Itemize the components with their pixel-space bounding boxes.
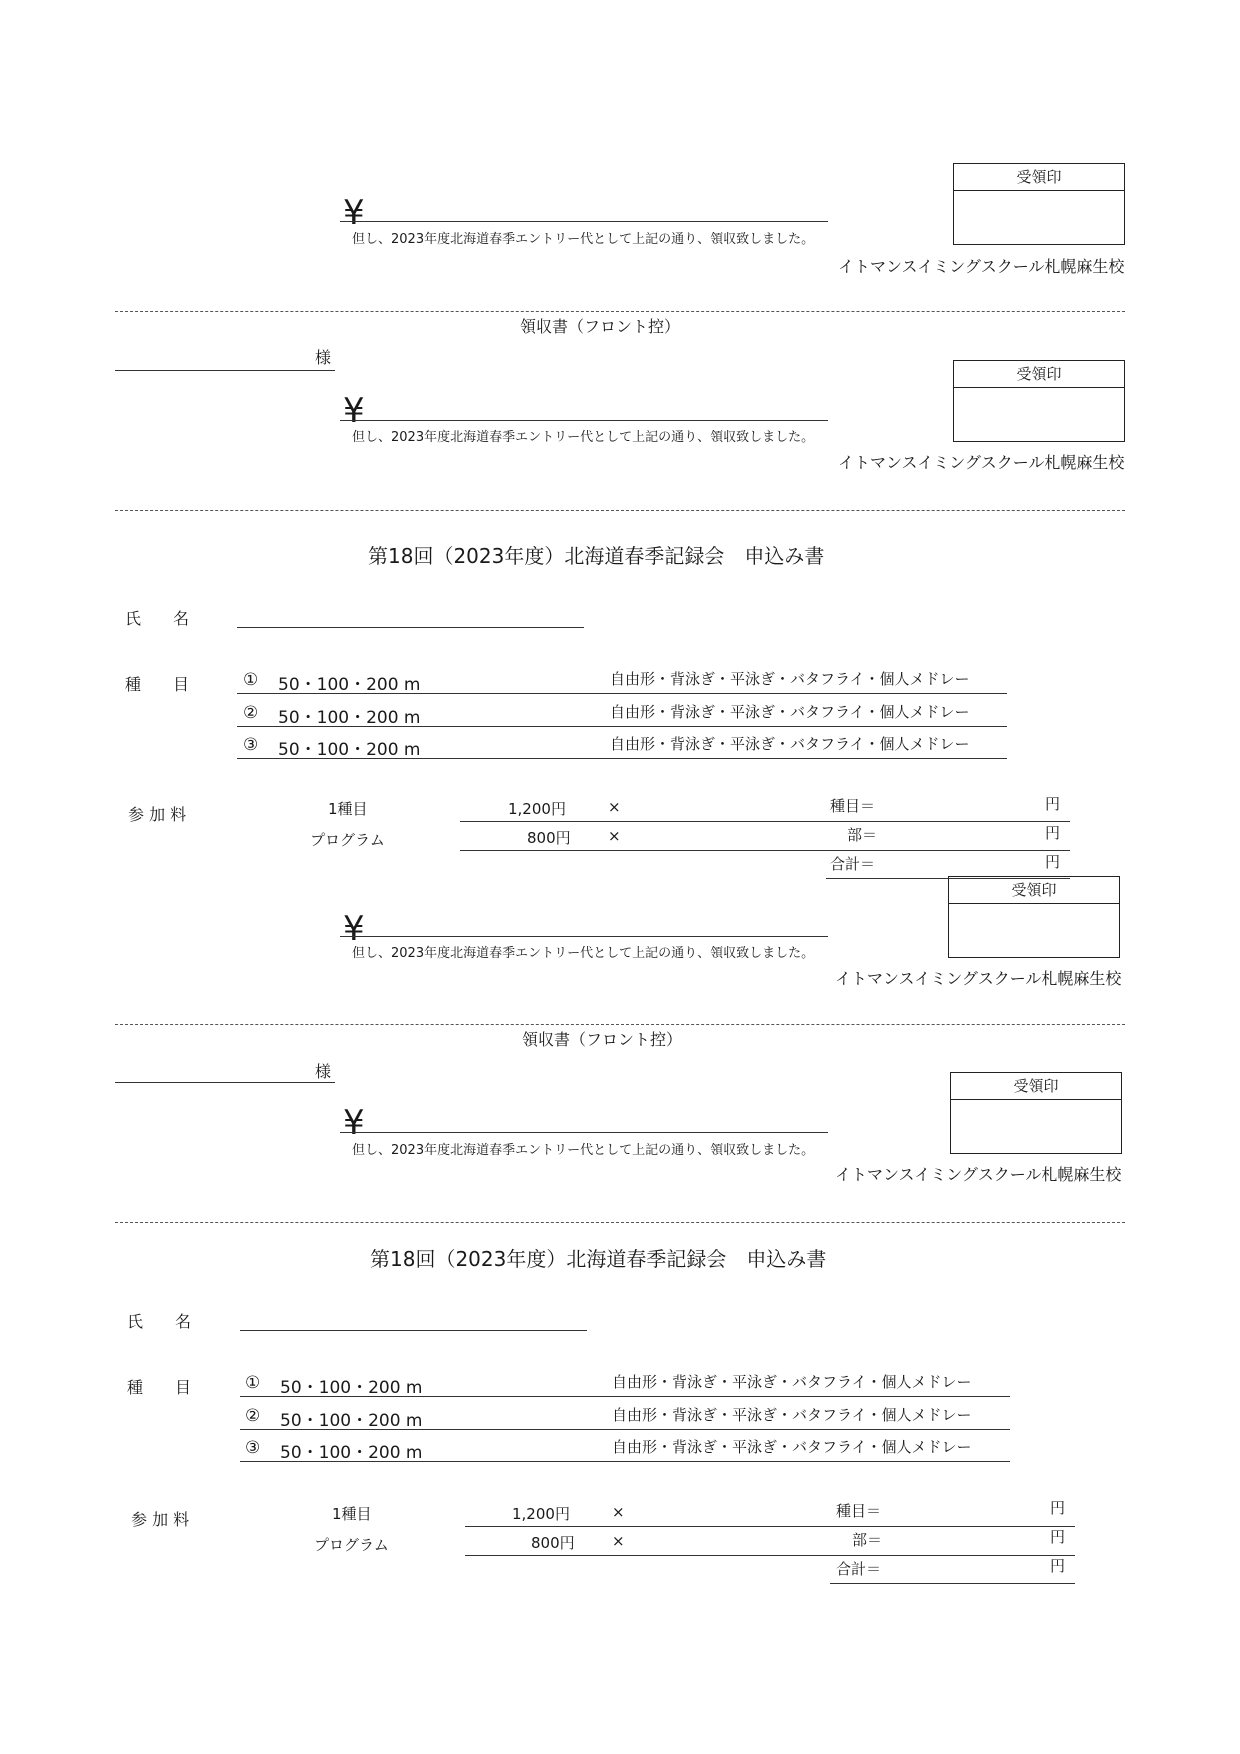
fee-item: プログラム <box>310 831 385 849</box>
event-line <box>237 693 1007 694</box>
fee-unit: 円 <box>1045 824 1061 842</box>
name-field-line <box>240 1330 587 1331</box>
total-line <box>830 1583 1075 1584</box>
event-line <box>240 1461 1010 1462</box>
event-distances: 50・100・200 m <box>280 1378 423 1398</box>
fee-result-label: 部＝ <box>852 1531 883 1549</box>
name-label: 氏 名 <box>125 609 190 628</box>
event-label: 種 目 <box>125 675 190 694</box>
cut-line <box>115 510 1125 511</box>
event-line <box>240 1396 1010 1397</box>
yen-sign: ¥ <box>343 909 365 949</box>
stamp-label: 受領印 <box>954 164 1124 191</box>
proviso-text: 但し、2023年度北海道春季エントリー代として上記の通り、領収致しました。 <box>352 1143 815 1158</box>
receipt-title: 領収書（フロント控） <box>522 1030 683 1049</box>
event-number: ① <box>245 1373 261 1393</box>
receipt-title: 領収書（フロント控） <box>520 317 681 336</box>
event-number: ③ <box>243 735 259 755</box>
cut-line <box>115 1024 1125 1025</box>
stamp-label: 受領印 <box>949 877 1119 904</box>
fee-result-label: 部＝ <box>847 826 878 844</box>
proviso-text: 但し、2023年度北海道春季エントリー代として上記の通り、領収致しました。 <box>352 232 815 247</box>
fee-times: × <box>612 1532 625 1550</box>
total-label: 合計＝ <box>830 855 876 873</box>
event-strokes: 自由形・背泳ぎ・平泳ぎ・バタフライ・個人メドレー <box>612 1438 972 1456</box>
event-number: ① <box>243 670 259 690</box>
amount-line <box>340 936 828 937</box>
name-label: 氏 名 <box>127 1312 192 1331</box>
event-line <box>237 758 1007 759</box>
event-distances: 50・100・200 m <box>280 1443 423 1463</box>
fee-unit: 円 <box>1045 795 1061 813</box>
yen-sign: ¥ <box>343 391 365 431</box>
fee-price: 800円 <box>527 829 571 847</box>
fee-item: 1種目 <box>332 1505 372 1523</box>
fee-price: 800円 <box>531 1534 575 1552</box>
event-strokes: 自由形・背泳ぎ・平泳ぎ・バタフライ・個人メドレー <box>610 735 970 753</box>
yen-sign: ¥ <box>343 193 365 233</box>
stamp-box <box>948 876 1120 958</box>
fee-times: × <box>608 827 621 845</box>
school-name: イトマンスイミングスクール札幌麻生校 <box>838 453 1125 472</box>
stamp-box <box>953 163 1125 245</box>
cut-line <box>115 311 1125 312</box>
fee-result-label: 種目＝ <box>836 1502 882 1520</box>
cut-line <box>115 1222 1125 1223</box>
event-strokes: 自由形・背泳ぎ・平泳ぎ・バタフライ・個人メドレー <box>610 670 970 688</box>
fee-item: 1種目 <box>328 800 368 818</box>
amount-line <box>340 420 828 421</box>
total-unit: 円 <box>1045 853 1061 871</box>
total-unit: 円 <box>1050 1557 1066 1575</box>
fee-line <box>465 1555 1075 1556</box>
fee-item: プログラム <box>314 1536 389 1554</box>
fee-unit: 円 <box>1050 1528 1066 1546</box>
stamp-box <box>953 360 1125 442</box>
proviso-text: 但し、2023年度北海道春季エントリー代として上記の通り、領収致しました。 <box>352 430 815 445</box>
event-strokes: 自由形・背泳ぎ・平泳ぎ・バタフライ・個人メドレー <box>612 1406 972 1424</box>
school-name: イトマンスイミングスクール札幌麻生校 <box>835 1165 1122 1184</box>
total-label: 合計＝ <box>836 1560 882 1578</box>
event-strokes: 自由形・背泳ぎ・平泳ぎ・バタフライ・個人メドレー <box>612 1373 972 1391</box>
school-name: イトマンスイミングスクール札幌麻生校 <box>838 257 1125 276</box>
fee-unit: 円 <box>1050 1499 1066 1517</box>
fee-label: 参 加 料 <box>131 1510 190 1529</box>
fee-line <box>465 1526 1075 1527</box>
form-title: 第18回（2023年度）北海道春季記録会 申込み書 <box>370 1247 827 1271</box>
sama-label: 様 <box>315 348 332 367</box>
stamp-label: 受領印 <box>951 1073 1121 1100</box>
event-number: ② <box>243 703 259 723</box>
yen-sign: ¥ <box>343 1103 365 1143</box>
name-field-line <box>237 627 584 628</box>
proviso-text: 但し、2023年度北海道春季エントリー代として上記の通り、領収致しました。 <box>352 946 815 961</box>
customer-name-line <box>115 1082 335 1083</box>
event-number: ③ <box>245 1438 261 1458</box>
event-distances: 50・100・200 m <box>278 675 421 695</box>
fee-times: × <box>608 798 621 816</box>
event-distances: 50・100・200 m <box>278 708 421 728</box>
school-name: イトマンスイミングスクール札幌麻生校 <box>835 969 1122 988</box>
fee-result-label: 種目＝ <box>830 797 876 815</box>
fee-line <box>460 821 1070 822</box>
event-distances: 50・100・200 m <box>280 1411 423 1431</box>
event-label: 種 目 <box>127 1378 192 1397</box>
event-line <box>240 1429 1010 1430</box>
event-distances: 50・100・200 m <box>278 740 421 760</box>
event-number: ② <box>245 1406 261 1426</box>
fee-times: × <box>612 1503 625 1521</box>
event-line <box>237 726 1007 727</box>
amount-line <box>340 1132 828 1133</box>
form-title: 第18回（2023年度）北海道春季記録会 申込み書 <box>368 544 825 568</box>
fee-label: 参 加 料 <box>128 805 187 824</box>
fee-price: 1,200円 <box>508 800 566 818</box>
amount-line <box>340 221 828 222</box>
stamp-box <box>950 1072 1122 1154</box>
event-strokes: 自由形・背泳ぎ・平泳ぎ・バタフライ・個人メドレー <box>610 703 970 721</box>
customer-name-line <box>115 370 335 371</box>
fee-line <box>460 850 1070 851</box>
sama-label: 様 <box>315 1062 332 1081</box>
stamp-label: 受領印 <box>954 361 1124 388</box>
fee-price: 1,200円 <box>512 1505 570 1523</box>
